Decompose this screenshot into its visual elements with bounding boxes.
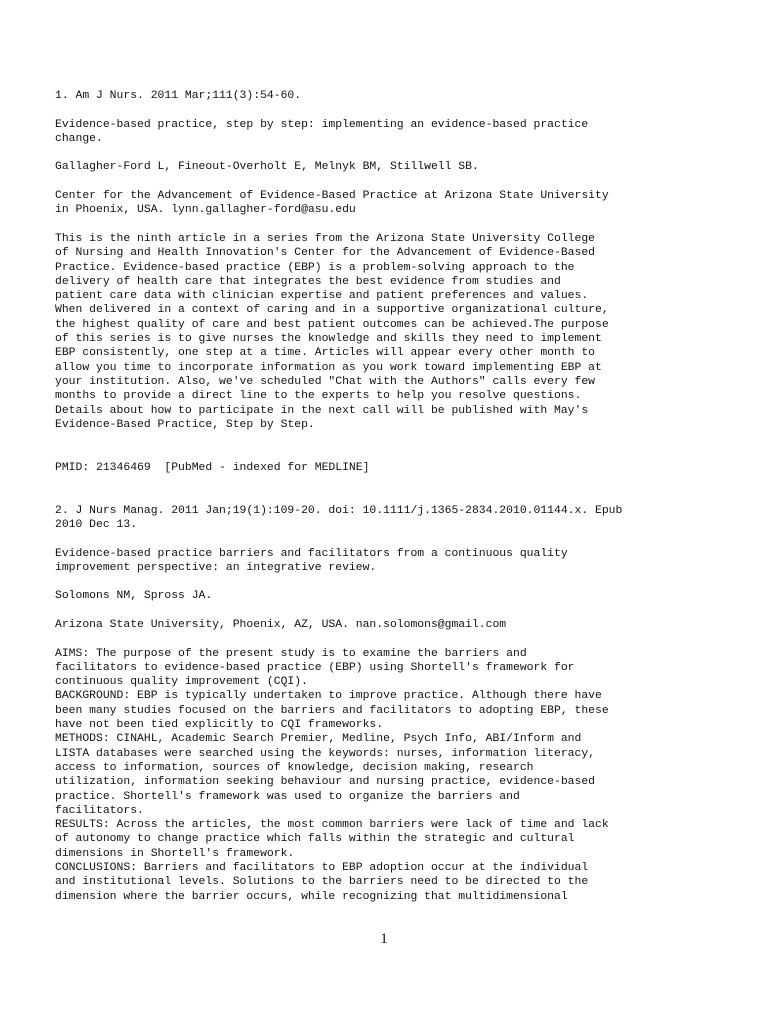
document-body — [55, 89, 735, 904]
article-2-citation: 2. J Nurs Manag. 2011 Jan;19(1):109-20. doi: 10.1111/j.1365-2834.2010.01144.x. Epub 2010 Dec 13. — [55, 504, 623, 531]
article-2-title: Evidence-based practice barriers and facilitators from a continuous quality improvement perspective: an integrative review. — [55, 547, 568, 574]
article-1-abstract: This is the ninth article in a series from the Arizona State University College of Nursing and Health Innovation's Center for the Advancement of Evidence-Based Practice. Evidence-based practice (EBP) is a problem-solving approach to the delivery of health care that integrates the best evidence from studies and patient care data with clinician expertise and patient preferences and values. When delivered in a context of caring and in a supportive organizational culture, the highest quality of care and best patient outcomes can be achieved.The purpose of this series is to give nurses the knowledge and skills they need to implement EBP consistently, one step at a time. Articles will appear every other month to allow you time to incorporate information as you work toward implementing EBP at your institution. Also, we've scheduled "Chat with the Authors" calls every few months to provide a direct line to the experts to help you resolve questions. Details about how to participate in the next call will be published with May's Evidence-Based Practice, Step by Step. — [55, 232, 609, 431]
article-2 — [55, 504, 735, 904]
article-1-citation: 1. Am J Nurs. 2011 Mar;111(3):54-60. — [55, 90, 302, 102]
article-2-affiliation: Arizona State University, Phoenix, AZ, USA. nan.solomons@gmail.com — [55, 618, 507, 631]
article-1-authors: Gallagher-Ford L, Fineout-Overholt E, Melnyk BM, Stillwell SB. — [55, 161, 479, 174]
article-1-title: Evidence-based practice, step by step: implementing an evidence-based practice change. — [55, 118, 589, 145]
page-number: 1 — [380, 931, 388, 947]
article-1-affiliation: Center for the Advancement of Evidence-Based Practice at Arizona State University in Phoenix, USA. lynn.gallagher-ford@asu.edu — [55, 190, 609, 217]
article-1-pmid: PMID: 21346469 [PubMed - indexed for MEDLINE] — [55, 461, 370, 474]
article-2-abstract: AIMS: The purpose of the present study is to examine the barriers and facilitators to evidence-based practice (EBP) using Shortell's framework for continuous quality improvement (CQI). BACKGROUND: EBP is typically undertaken to improve practice. Although there have been many studies focused on the barriers and facilitators to adopting EBP, these have not been tied explicitly to CQI frameworks. METHODS: CINAHL, Academic Search Premier, Medline, Psych Info, ABI/Inform and LISTA databases were searched using the keywords: nurses, information literacy, access to information, sources of knowledge, decision making, research utilization, information seeking behaviour and nursing practice, evidence-based practice. Shortell's framework was used to organize the barriers and facilitators. RESULTS: Across the articles, the most common barriers were lack of time and lack of autonomy to change practice which falls within the strategic and cultural dimensions in Shortell's framework. CONCLUSIONS: Barriers and facilitators to EBP adoption occur at the individual and institutional levels. Solutions to the barriers need to be directed to the dimension where the barrier occurs, while recognizing that multidimensional — [55, 647, 609, 903]
article-1 — [55, 89, 735, 475]
article-2-authors: Solomons NM, Spross JA. — [55, 590, 213, 603]
